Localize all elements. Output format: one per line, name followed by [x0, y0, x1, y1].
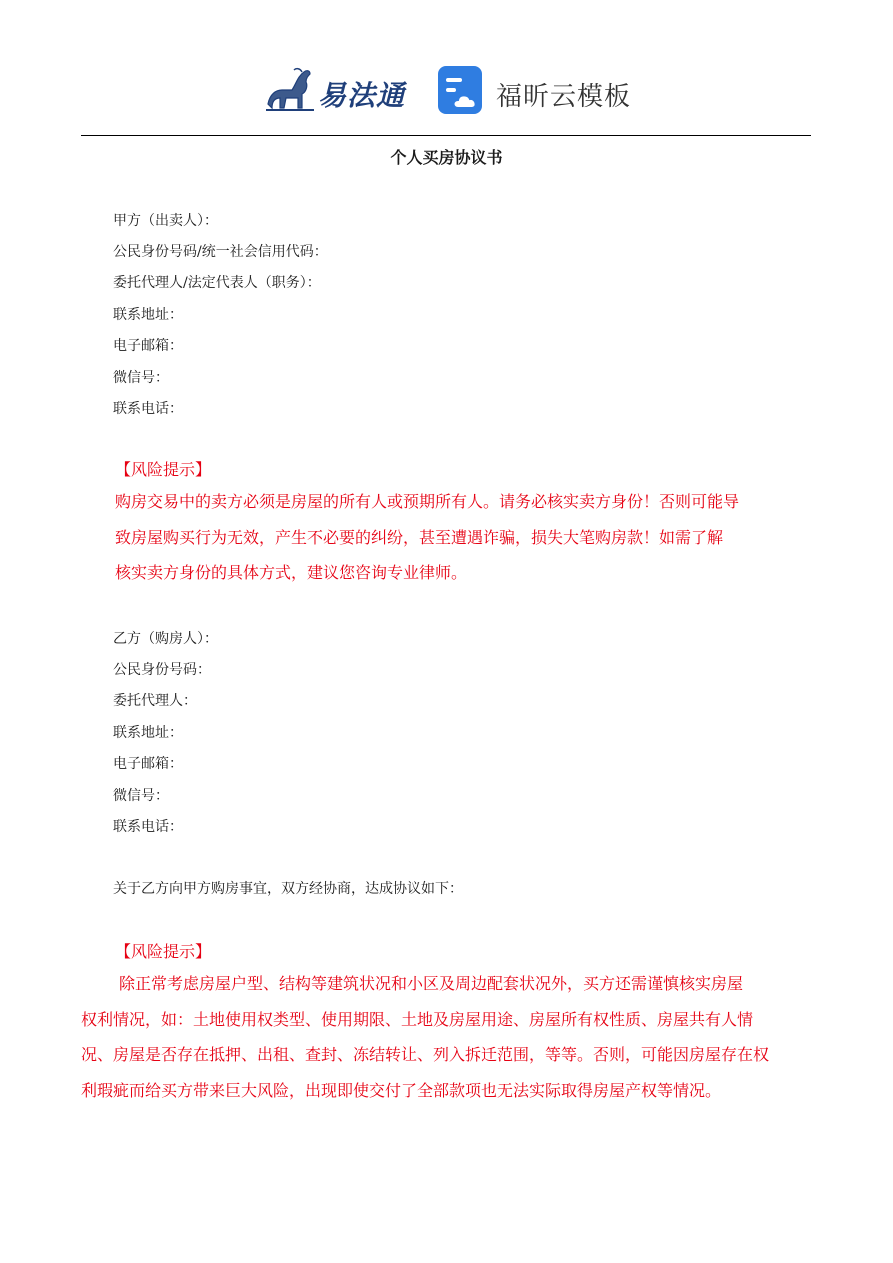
party-a-address: 联系地址：	[113, 307, 183, 323]
risk-notice-1-line: 核实卖方身份的具体方式，建议您咨询专业律师。	[115, 563, 468, 582]
yifatong-logo-text: 易法通	[318, 79, 406, 112]
party-a-id-number: 公民身份号码/统一社会信用代码：	[113, 244, 328, 260]
foxit-template-logo	[436, 64, 636, 116]
risk-notice-2-line: 况、房屋是否存在抵押、出租、查封、冻结转让、列入拆迁范围，等等。否则，可能因房屋存在权	[81, 1045, 770, 1064]
risk-notice-2-heading: 【风险提示】	[115, 942, 212, 961]
party-b-phone: 联系电话：	[113, 819, 183, 835]
risk-notice-1-line: 致房屋购买行为无效，产生不必要的纠纷，甚至遭遇诈骗，损失大笔购房款！如需了解	[115, 527, 724, 547]
party-a-phone: 联系电话：	[113, 401, 183, 417]
party-b-id-number: 公民身份号码：	[113, 662, 211, 678]
risk-notice-1-body	[115, 484, 811, 591]
party-a-name: 甲方（出卖人）：	[113, 213, 218, 229]
party-a-email: 电子邮箱：	[113, 338, 183, 354]
risk-notice-2-line: 除正常考虑房屋户型、结构等建筑状况和小区及周边配套状况外，买方还需谨慎核实房屋	[119, 974, 744, 993]
risk-notice-2-line: 权利情况，如：土地使用权类型、使用期限、土地及房屋用途、房屋所有权性质、房屋共有人情	[81, 1009, 754, 1029]
party-b-email: 电子邮箱：	[113, 756, 183, 772]
party-b-wechat: 微信号：	[113, 788, 169, 804]
risk-notice-2-line: 利瑕疵而给买方带来巨大风险，出现即使交付了全部款项也无法实际取得房屋产权等情况。	[81, 1080, 722, 1100]
party-b-name: 乙方（购房人）：	[113, 631, 218, 647]
document-header	[0, 58, 893, 122]
horse-emblem-icon	[262, 64, 318, 116]
risk-notice-1-heading: 【风险提示】	[115, 460, 212, 479]
party-a-representative: 委托代理人/法定代表人（职务）：	[113, 275, 321, 291]
party-b-address: 联系地址：	[113, 725, 183, 741]
document-title: 个人买房协议书	[390, 148, 503, 167]
risk-notice-1-line: 购房交易中的卖方必须是房屋的所有人或预期所有人。请务必核实卖方身份！否则可能导	[115, 492, 740, 511]
party-a-wechat: 微信号：	[113, 370, 169, 386]
risk-notice-2-body	[81, 966, 811, 1108]
yifatong-logo	[262, 64, 412, 116]
cloud-document-icon	[436, 64, 486, 116]
party-b-agent: 委托代理人：	[113, 693, 197, 709]
header-divider	[81, 135, 811, 136]
foxit-template-logo-text: 福昕云模板	[496, 82, 632, 112]
agreement-intro: 关于乙方向甲方购房事宜，双方经协商，达成协议如下：	[113, 881, 463, 897]
